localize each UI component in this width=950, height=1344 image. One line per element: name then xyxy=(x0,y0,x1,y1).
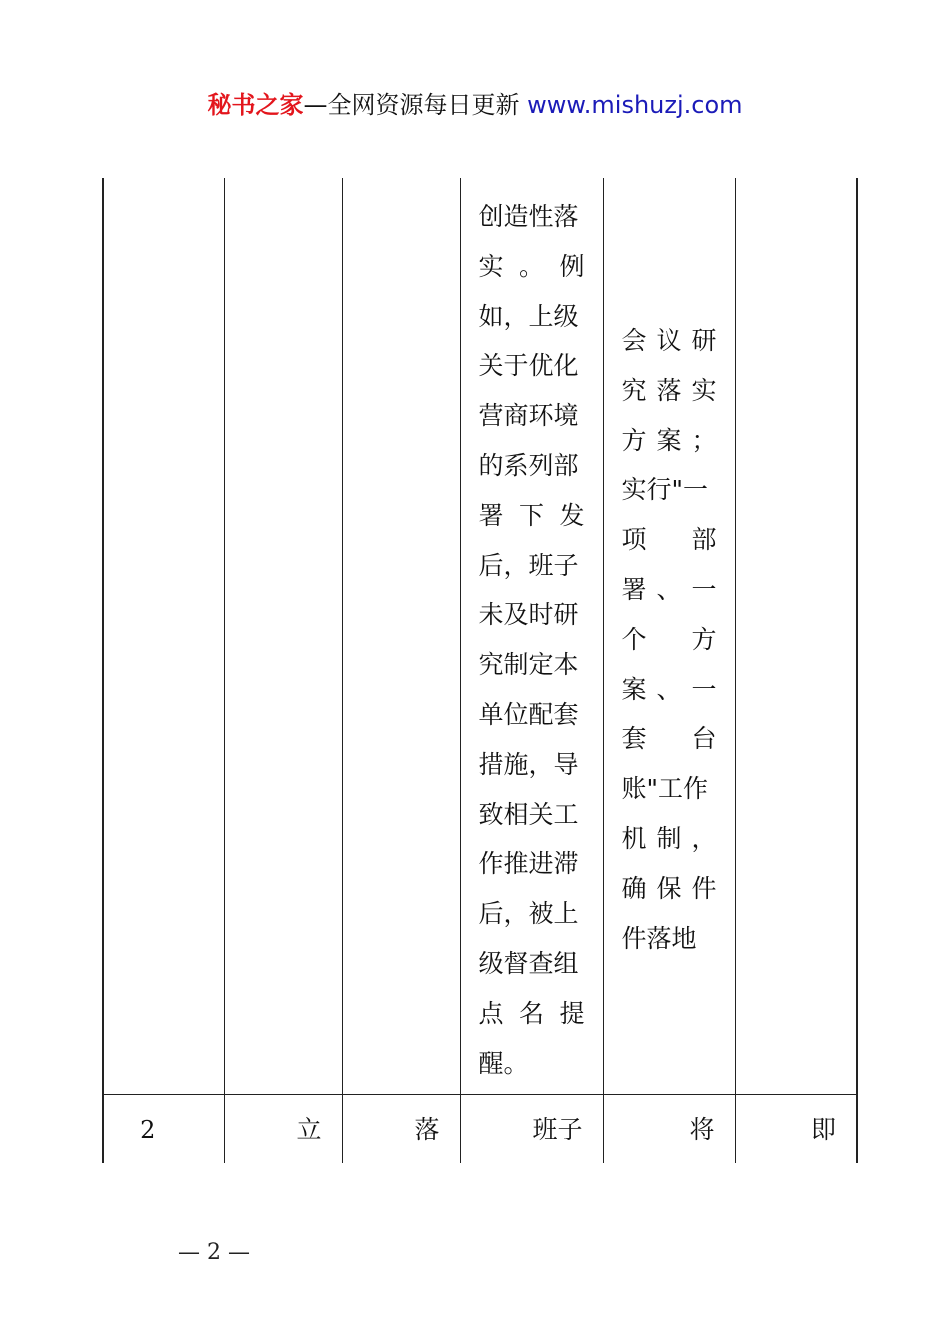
text-line: 确 保 件 xyxy=(621,873,717,903)
text-line: 致相关工 xyxy=(478,799,579,829)
text-line: 机 制 ， xyxy=(621,823,717,853)
text-line: 案 、 一 xyxy=(621,674,717,704)
text-line: 未及时研 xyxy=(478,600,579,630)
cell-text: 将 xyxy=(689,1115,715,1144)
text-line: 点 名 提 xyxy=(478,998,585,1028)
text-line: 账"工作 xyxy=(621,774,708,804)
text-line: 关于优化 xyxy=(478,351,579,381)
text-line: 级督查组 xyxy=(478,948,579,978)
table-cell xyxy=(735,178,857,1095)
cell-text: 落 xyxy=(414,1115,440,1144)
text-line: 如，上级 xyxy=(478,301,579,331)
table-cell xyxy=(224,178,342,1095)
content-table xyxy=(102,178,858,1163)
text-line: 究 落 实 xyxy=(621,375,717,405)
text-line: 营商环境 xyxy=(478,401,579,431)
table-cell xyxy=(460,1095,603,1164)
table-cell xyxy=(735,1095,857,1164)
text-line: 后，班子 xyxy=(478,550,579,580)
text-line: 作推进滞 xyxy=(478,849,579,879)
text-line: 会 议 研 xyxy=(621,326,717,355)
text-line: 署 、 一 xyxy=(621,574,717,604)
problem-description-text xyxy=(461,178,603,1088)
table-cell xyxy=(342,1095,460,1164)
table-row xyxy=(103,1095,857,1164)
header-url[interactable]: www.mishuzj.com xyxy=(527,91,743,119)
text-line: 措施，导 xyxy=(478,749,579,779)
cell-text: 班子 xyxy=(532,1115,583,1144)
text-line: 单位配套 xyxy=(478,699,579,729)
table-cell xyxy=(224,1095,342,1164)
rectification-measure-cell xyxy=(603,178,735,1095)
text-line: 个 方 xyxy=(621,624,717,654)
rectification-measure-text xyxy=(604,178,735,963)
text-line: 方 案 ； xyxy=(621,425,717,455)
text-line: 实行"一 xyxy=(621,475,708,505)
text-line: 醒。 xyxy=(478,1048,529,1078)
text-line: 究制定本 xyxy=(478,650,579,680)
cell-text: 立 xyxy=(296,1115,322,1144)
brand-name: 秘书之家 xyxy=(207,91,304,119)
text-line: 署 下 发 xyxy=(478,500,585,530)
header-slogan: —全网资源每日更新 xyxy=(303,91,528,119)
text-line: 项 部 xyxy=(621,525,717,555)
page-number: — 2 — xyxy=(178,1240,250,1265)
table-cell xyxy=(103,1095,224,1164)
table-cell xyxy=(603,1095,735,1164)
cell-text: 即 xyxy=(810,1115,836,1144)
text-line: 套 台 xyxy=(621,724,717,754)
text-line: 的系列部 xyxy=(478,450,579,480)
text-line: 实 。 例 xyxy=(478,251,585,281)
problem-description-cell xyxy=(460,178,603,1095)
table-row xyxy=(103,178,857,1095)
document-header xyxy=(0,88,950,122)
table-cell xyxy=(342,178,460,1095)
text-line: 件落地 xyxy=(621,923,697,953)
text-line: 创造性落 xyxy=(478,202,579,231)
row-number: 2 xyxy=(140,1116,156,1144)
table-cell xyxy=(103,178,224,1095)
text-line: 后，被上 xyxy=(478,899,579,929)
